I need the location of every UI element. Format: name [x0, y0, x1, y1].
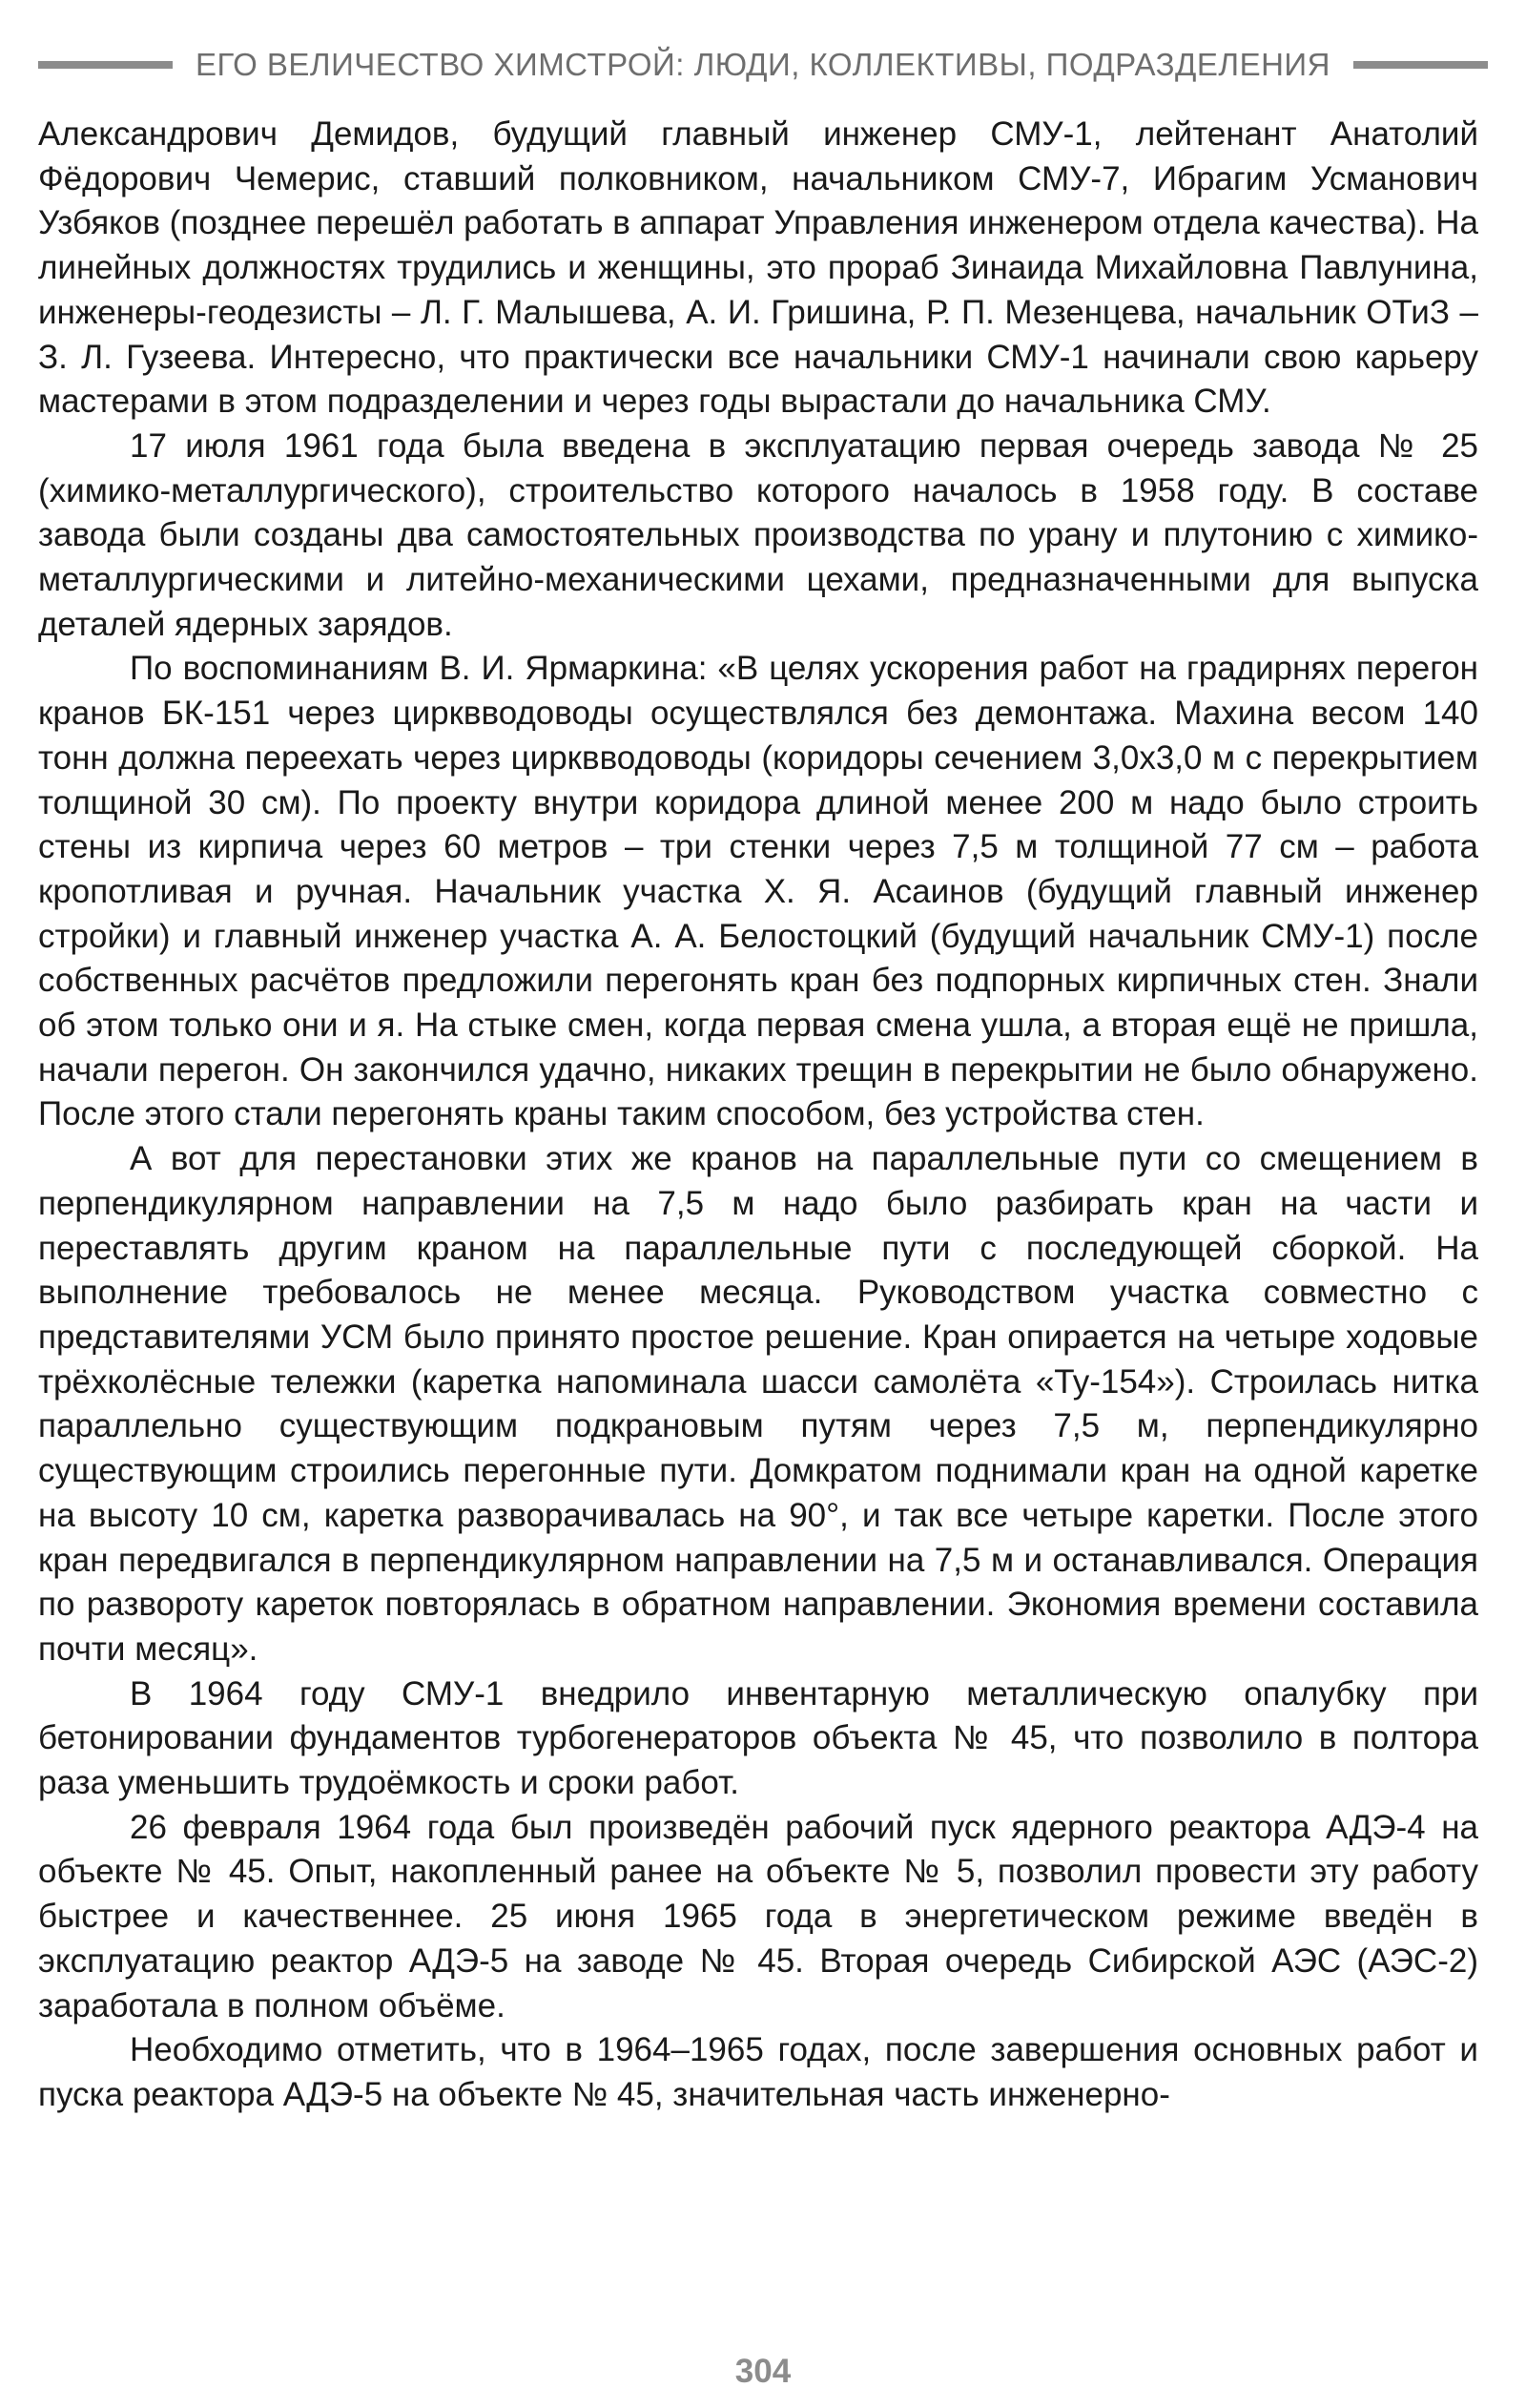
header-rule-right: [1353, 61, 1488, 69]
page-number: 304: [734, 2353, 792, 2390]
paragraph-continuation: Александрович Демидов, будущий главный инженер СМУ-1, лейтенант Анатолий Фёдорович Чемерис, ставший полковником, начальником СМУ-7, Ибрагим Усманович Узбяков (позднее перешёл работать в аппарат Управления инженером отдела качества). На линейных должностях трудились и женщины, это прораб Зинаида Михайловна Павлунина, инженеры-геодезисты – Л. Г. Малышева, А. И. Гришина, Р. П. Мезенцева, начальник ОТиЗ – З. Л. Гузеева. Интересно, что практически все начальники СМУ-1 начинали свою карьеру мастерами в этом подразделении и через годы вырастали до начальника СМУ.: [38, 115, 1478, 421]
header-rule-left: [38, 61, 173, 69]
paragraph: В 1964 году СМУ-1 внедрило инвентарную металлическую опалубку при бетонировании фундаментов турбогенераторов объекта № 45, что позволило в полтора раза уменьшить трудоёмкость и сроки работ.: [38, 1674, 1478, 1802]
paragraph: Необходимо отметить, что в 1964–1965 годах, после завершения основных работ и пуска реактора АДЭ-5 на объекте № 45, значительная часть инженерно-: [38, 2031, 1478, 2113]
paragraph: По воспоминаниям В. И. Ярмаркина: «В целях ускорения работ на градирнях перегон кранов БК-151 через цирквводоводы осуществлялся без демонтажа. Махина весом 140 тонн должна переехать через цирквводоводы (коридоры сечением 3,0х3,0 м с перекрытием толщиной 30 см). По проекту внутри коридора длиной менее 200 м надо было строить стены из кирпича через 60 метров – три стенки через 7,5 м толщиной 77 см – работа кропотливая и ручная. Начальник участка Х. Я. Асаинов (будущий главный инженер стройки) и главный инженер участка А. А. Белостоцкий (будущий начальник СМУ-1) после собственных расчётов предложили перегонять кран без подпорных кирпичных стен. Знали об этом только они и я. На стыке смен, когда первая смена ушла, а вторая ещё не пришла, начали перегон. Он закончился удачно, никаких трещин в перекрытии не было обнаружено. После этого стали перегонять краны таким способом, без устройства стен.: [38, 650, 1478, 1133]
paragraph: 17 июля 1961 года была введена в эксплуатацию первая очередь завода № 25 (химико-металлургического), строительство которого началось в 1958 году. В составе завода были созданы два самостоятельных производства по урану и плутонию с химико-металлургическими и литейно-механическими цехами, предназначенными для выпуска деталей ядерных зарядов.: [38, 426, 1478, 643]
running-header: [38, 42, 1488, 88]
paragraph: 26 февраля 1964 года был произведён рабочий пуск ядерного реактора АДЭ-4 на объекте № 45. Опыт, накопленный ранее на объекте № 5, позволил провести эту работу быстрее и качественнее. 25 июня 1965 года в энергетическом режиме введён в эксплуатацию реактор АДЭ-5 на заводе № 45. Вторая очередь Сибирской АЭС (АЭС-2) заработала в полном объёме.: [38, 1808, 1478, 2024]
running-header-title: ЕГО ВЕЛИЧЕСТВО ХИМСТРОЙ: ЛЮДИ, КОЛЛЕКТИВЫ, ПОДРАЗДЕЛЕНИЯ: [196, 47, 1330, 82]
page-body: [38, 113, 1478, 2118]
paragraph: А вот для перестановки этих же кранов на параллельные пути со смещением в перпендикулярном направлении на 7,5 м надо было разбирать кран на части и переставлять другим краном на параллельные пути с последующей сборкой. На выполнение требовалось не менее месяца. Руководством участка совместно с представителями УСМ было принято простое решение. Кран опирается на четыре ходовые трёхколёсные тележки (каретка напоминала шасси самолёта «Ту-154»). Строилась нитка параллельно существующим подкрановым путям через 7,5 м, перпендикулярно существующим строились перегонные пути. Домкратом поднимали кран на одной каретке на высоту 10 см, каретка разворачивалась на 90°, и так все четыре каретки. После этого кран передвигался в перпендикулярном направлении на 7,5 м и останавливался. Операция по развороту кареток повторялась в обратном направлении. Экономия времени составила почти месяц».: [38, 1140, 1478, 1668]
